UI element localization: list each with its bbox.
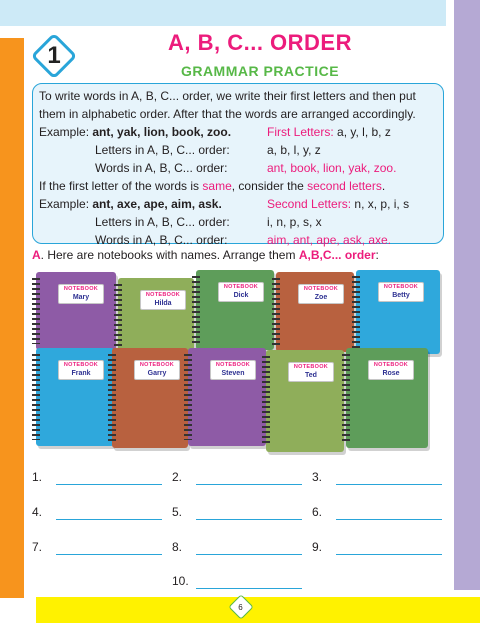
notebook-name: Rose <box>382 370 400 377</box>
example2-letters-row <box>39 213 437 231</box>
letters-order-label-2: Letters in A, B, C... order: <box>95 215 230 229</box>
right-border-strip <box>454 0 480 590</box>
notebook <box>356 270 440 354</box>
example1-label: Example: <box>39 125 90 139</box>
letters-order-value-2: i, n, p, s, x <box>267 215 322 229</box>
notebook <box>118 278 194 354</box>
notebooks-grid <box>30 268 450 454</box>
example1-letters-row <box>39 141 437 159</box>
top-border-strip <box>0 0 446 26</box>
first-letters-value: a, y, l, b, z <box>337 125 391 139</box>
question-emphasis: A,B,C... order <box>298 248 376 262</box>
note-second-letters: second letters <box>307 179 382 193</box>
words-order-label-2: Words in A, B, C... order: <box>95 233 228 247</box>
note-part2: , consider the <box>231 179 308 193</box>
notebook <box>112 348 188 448</box>
left-border-strip <box>0 38 24 598</box>
notebook <box>266 350 344 452</box>
rule-intro: To write words in A, B, C... order, we write their first letters and then put them in alphabetic order. After that the words are arranged accordingly. <box>39 89 416 121</box>
spiral-binding-icon <box>272 278 280 346</box>
notebook-name: Betty <box>392 292 410 299</box>
letters-order-label: Letters in A, B, C... order: <box>95 143 230 157</box>
example1-row <box>39 123 437 141</box>
words-order-value-2: aim, ant, ape, ask, axe. <box>267 233 392 247</box>
spiral-binding-icon <box>32 278 40 344</box>
letters-order-value: a, b, l, y, z <box>267 143 321 157</box>
words-order-value: ant, book, lion, yak, zoo. <box>267 161 397 175</box>
example1-words-row <box>39 159 437 177</box>
spiral-binding-icon <box>184 354 192 440</box>
notebook-label: NOTEBOOK Zoe <box>298 284 344 304</box>
spiral-binding-icon <box>114 284 122 348</box>
page-subtitle: GRAMMAR PRACTICE <box>180 63 340 79</box>
notebook-name: Hilda <box>154 300 172 307</box>
question-end: : <box>375 248 379 262</box>
spiral-binding-icon <box>32 354 40 440</box>
words-order-label: Words in A, B, C... order: <box>95 161 228 175</box>
question-letter: A <box>32 248 41 262</box>
rule-explanation-box <box>32 83 444 247</box>
notebook-label: NOTEBOOK Hilda <box>140 290 186 310</box>
question-text: . Here are notebooks with names. Arrange them <box>40 248 299 262</box>
same-letter-note <box>39 177 437 195</box>
notebook <box>36 348 114 446</box>
spiral-binding-icon <box>108 354 116 442</box>
example2-words-row <box>39 231 437 249</box>
notebook-label: NOTEBOOK Rose <box>368 360 414 380</box>
spiral-binding-icon <box>262 356 270 446</box>
unit-number: 1 <box>47 42 61 69</box>
notebook-label: NOTEBOOK Dick <box>218 282 264 302</box>
spiral-binding-icon <box>342 354 350 442</box>
notebook-label: NOTEBOOK Ted <box>288 362 334 382</box>
notebook-name: Zoe <box>314 294 328 301</box>
page-number: 6 <box>228 594 253 619</box>
second-letters-value: n, x, p, i, s <box>354 197 410 211</box>
spiral-binding-icon <box>352 276 360 348</box>
notebook-name: Dick <box>233 292 249 299</box>
notebook <box>188 348 266 446</box>
second-letters-label: Second Letters: <box>267 197 352 211</box>
notebook-name: Ted <box>305 372 317 379</box>
notebook-name: Frank <box>71 370 91 377</box>
notebook-name: Garry <box>147 370 167 377</box>
notebook <box>276 272 354 352</box>
answer-lines: 1. 2. 3. 4. 5. 6. 7. 8. 9. 10. <box>32 464 452 594</box>
note-part3: . <box>381 179 386 193</box>
notebook-label: NOTEBOOK Steven <box>210 360 256 380</box>
notebook-label: NOTEBOOK Garry <box>134 360 180 380</box>
note-same: same <box>202 179 232 193</box>
notebook <box>346 348 428 448</box>
notebook-label: NOTEBOOK Frank <box>58 360 104 380</box>
notebook <box>196 270 274 350</box>
example1-words: ant, yak, lion, book, zoo. <box>92 125 232 139</box>
notebook-label: NOTEBOOK Mary <box>58 284 104 304</box>
notebook-name: Mary <box>72 294 90 301</box>
example2-words: ant, axe, ape, aim, ask. <box>92 197 222 211</box>
example2-label: Example: <box>39 197 90 211</box>
example2-row <box>39 195 437 213</box>
question-a <box>32 248 379 262</box>
bottom-border-strip <box>36 597 480 623</box>
notebook-label: NOTEBOOK Betty <box>378 282 424 302</box>
first-letters-label: First Letters: <box>267 125 334 139</box>
notebook <box>36 272 116 350</box>
page-title: A, B, C... ORDER <box>167 30 352 55</box>
notebook-name: Steven <box>221 370 245 377</box>
note-part1: If the first letter of the words is <box>39 179 203 193</box>
spiral-binding-icon <box>192 276 200 344</box>
